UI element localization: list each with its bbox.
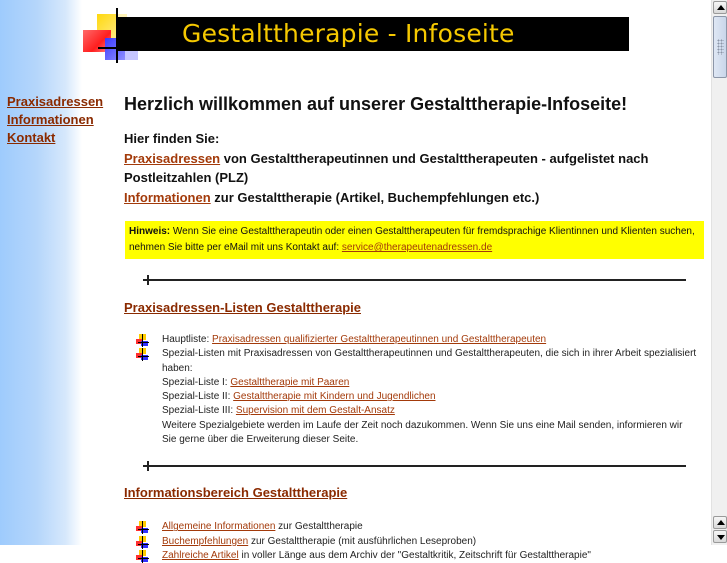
main-content bbox=[124, 93, 709, 563]
nav-link-praxisadressen[interactable]: Praxisadressen bbox=[7, 94, 104, 109]
arrow-up-icon bbox=[717, 5, 725, 10]
bullet-icon bbox=[136, 550, 149, 563]
sublist-item: Spezial-Liste II: Gestalttherapie mit Kindern und Jugendlichen bbox=[162, 391, 436, 403]
list-item: Zahlreiche Artikel in voller Länge aus dem Archiv der "Gestaltkritik, Zeitschrift für Gestalttherapie" bbox=[136, 549, 709, 563]
hint-text: Wenn Sie eine Gestalttherapeutin oder einen Gestalttherapeuten für fremdsprachige Klientinnen und Klienten suchen, nehmen Sie bitte per eMail mit uns Kontakt auf: bbox=[129, 226, 695, 253]
section-praxisadressen bbox=[124, 299, 709, 447]
intro-block bbox=[124, 129, 709, 207]
arrow-down-icon bbox=[717, 535, 725, 540]
hint-label: Hinweis: bbox=[129, 226, 171, 237]
section-title-informationen[interactable]: Informationsbereich Gestalttherapie bbox=[124, 485, 348, 501]
intro-line-informationen bbox=[124, 188, 709, 208]
divider bbox=[143, 279, 686, 281]
sidebar-gradient-background bbox=[0, 0, 82, 545]
hint-email-link[interactable]: service@therapeutenadressen.de bbox=[341, 242, 493, 253]
bullet-icon bbox=[136, 521, 149, 534]
site-title-banner: Gestalttherapie - Infoseite bbox=[118, 17, 629, 51]
link-allgemeine-informationen[interactable]: Allgemeine Informationen bbox=[162, 521, 276, 533]
scroll-up-button[interactable] bbox=[713, 1, 727, 14]
nav-link-kontakt[interactable]: Kontakt bbox=[7, 130, 56, 145]
divider bbox=[143, 465, 686, 467]
praxisadressen-list bbox=[136, 333, 709, 376]
list-item: Hauptliste: Praxisadressen qualifizierter Gestalttherapeutinnen und Gestalttherapeuten bbox=[136, 333, 709, 347]
scroll-down-button[interactable] bbox=[713, 530, 727, 543]
grip-icon bbox=[717, 39, 724, 55]
arrow-up-icon bbox=[717, 520, 725, 525]
intro-link-informationen[interactable]: Informationen bbox=[124, 189, 211, 205]
bullet-icon bbox=[136, 348, 149, 361]
bullet-icon bbox=[136, 536, 149, 549]
intro-link-praxisadressen[interactable]: Praxisadressen bbox=[124, 150, 221, 166]
link-buchempfehlungen[interactable]: Buchempfehlungen bbox=[162, 535, 249, 547]
page-title: Herzlich willkommen auf unserer Gestalttherapie-Infoseite! bbox=[124, 94, 628, 114]
sublist-item: Spezial-Liste III: Supervision mit dem Gestalt-Ansatz bbox=[162, 405, 395, 417]
sublist-item: Spezial-Liste I: Gestalttherapie mit Paaren bbox=[162, 376, 350, 388]
intro-text-praxisadressen: von Gestalttherapeutinnen und Gestalttherapeuten - aufgelistet nach Postleitzahlen (PLZ) bbox=[124, 150, 649, 185]
intro-heading: Hier finden Sie: bbox=[124, 131, 220, 146]
list-item: Allgemeine Informationen zur Gestalttherapie bbox=[136, 520, 709, 534]
link-paaren[interactable]: Gestalttherapie mit Paaren bbox=[230, 376, 350, 388]
hint-box bbox=[125, 221, 704, 259]
section-informationen bbox=[124, 484, 709, 563]
section-note: Weitere Spezialgebiete werden im Laufe der Zeit noch dazukommen. Wenn Sie uns eine Mail senden, informieren wir Sie gerne über die Erweiterung dieser Seite. bbox=[162, 419, 683, 446]
link-zahlreiche-artikel[interactable]: Zahlreiche Artikel bbox=[162, 549, 239, 561]
link-supervision[interactable]: Supervision mit dem Gestalt-Ansatz bbox=[235, 405, 395, 417]
intro-text-informationen: zur Gestalttherapie (Artikel, Buchempfehlungen etc.) bbox=[210, 189, 540, 205]
nav-link-informationen[interactable]: Informationen bbox=[7, 112, 94, 127]
list-item: Buchempfehlungen zur Gestalttherapie (mit ausführlichen Leseproben) bbox=[136, 535, 709, 549]
scrollbar-thumb[interactable] bbox=[713, 16, 727, 78]
vertical-scrollbar[interactable] bbox=[711, 0, 727, 545]
link-kinder-jugendliche[interactable]: Gestalttherapie mit Kindern und Jugendlichen bbox=[233, 391, 436, 403]
intro-line-praxisadressen bbox=[124, 149, 709, 188]
scroll-up-button-bottom[interactable] bbox=[713, 516, 727, 529]
bullet-icon bbox=[136, 334, 149, 347]
section-title-praxisadressen[interactable]: Praxisadressen-Listen Gestalttherapie bbox=[124, 300, 361, 315]
list-item: Spezial-Listen mit Praxisadressen von Gestalttherapeutinnen und Gestalttherapeuten, die sich in ihrer Arbeit spezialisiert haben: bbox=[136, 347, 709, 376]
link-hauptliste[interactable]: Praxisadressen qualifizierter Gestalttherapeutinnen und Gestalttherapeuten bbox=[212, 334, 547, 345]
sidebar-nav bbox=[7, 93, 103, 147]
informationen-list bbox=[136, 520, 709, 563]
